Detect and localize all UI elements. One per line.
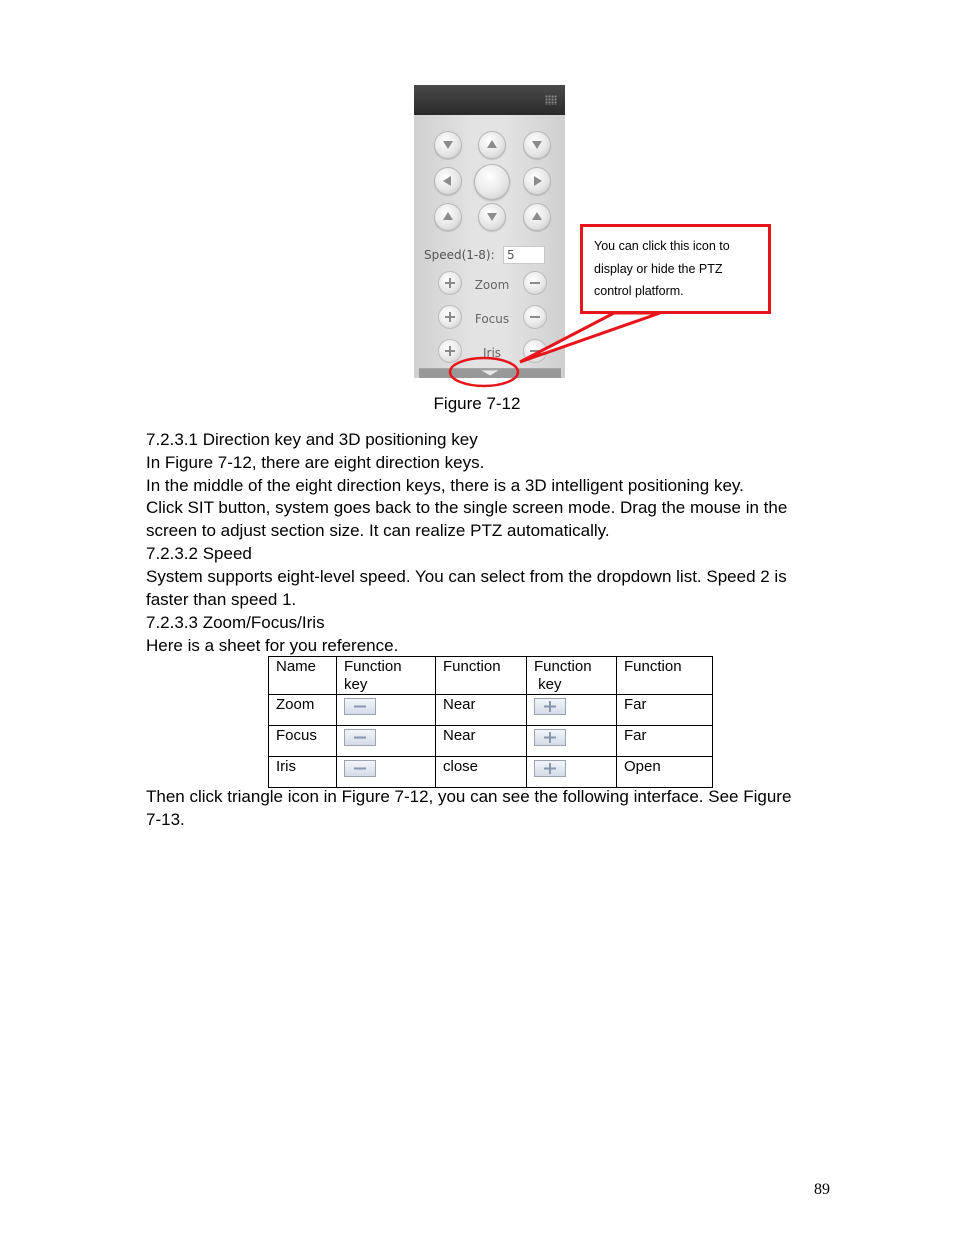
function-key-cell xyxy=(337,757,436,788)
right-arrow-icon[interactable] xyxy=(523,167,551,195)
callout-line: display or hide the PTZ xyxy=(594,261,723,276)
function-cell: Open xyxy=(617,757,713,788)
function-key-cell xyxy=(337,695,436,726)
function-cell: Far xyxy=(617,695,713,726)
name-cell: Iris xyxy=(269,757,337,788)
left-up-arrow-icon[interactable] xyxy=(434,131,462,159)
zoom-label: Zoom xyxy=(474,278,510,292)
table-row xyxy=(269,695,713,726)
function-key-cell xyxy=(527,757,617,788)
plus-key-icon xyxy=(534,760,566,777)
focus-label: Focus xyxy=(474,312,510,326)
speed-label: Speed(1-8): xyxy=(424,248,495,262)
header-text: Name xyxy=(276,658,317,675)
down-arrow-icon[interactable] xyxy=(478,203,506,231)
paragraph: Here is a sheet for you reference. xyxy=(146,636,399,655)
plus-key-icon xyxy=(534,729,566,746)
focus-minus-button[interactable] xyxy=(523,305,547,329)
callout-line: control platform. xyxy=(594,284,684,298)
zoom-minus-button[interactable] xyxy=(523,271,547,295)
left-arrow-icon[interactable] xyxy=(434,167,462,195)
reference-table xyxy=(268,656,713,788)
plus-key-icon xyxy=(534,698,566,715)
header-text: key xyxy=(534,676,562,693)
minus-key-icon xyxy=(344,760,376,777)
function-cell: Far xyxy=(617,726,713,757)
header-text: Function xyxy=(344,658,402,675)
figure-caption: Figure 7-12 xyxy=(433,394,521,413)
header-text: Function xyxy=(624,658,682,675)
header-text: Function xyxy=(534,658,592,675)
table-row xyxy=(269,726,713,757)
function-key-cell xyxy=(527,695,617,726)
header-text: Function xyxy=(443,658,501,675)
page-number: 89 xyxy=(814,1181,830,1198)
ptz-panel-header[interactable] xyxy=(414,85,565,115)
name-cell: Zoom xyxy=(269,695,337,726)
table-header-row xyxy=(269,657,713,695)
triangle-toggle-icon[interactable] xyxy=(476,368,504,377)
left-down-arrow-icon[interactable] xyxy=(434,203,462,231)
name-cell: Focus xyxy=(269,726,337,757)
header-cell xyxy=(617,657,713,695)
section-heading: 7.2.3.3 Zoom/Focus/Iris xyxy=(146,613,325,632)
iris-plus-button[interactable] xyxy=(438,339,462,363)
function-cell: Near xyxy=(436,726,527,757)
ptz-control-panel xyxy=(414,85,565,378)
minus-icon xyxy=(528,344,542,358)
paragraph-line: screen to adjust section size. It can realize PTZ automatically. xyxy=(146,521,610,540)
header-cell xyxy=(337,657,436,695)
header-cell xyxy=(527,657,617,695)
header-cell xyxy=(269,657,337,695)
function-key-cell xyxy=(527,726,617,757)
grip-icon[interactable] xyxy=(545,95,557,105)
paragraph: In the middle of the eight direction keys, there is a 3D intelligent positioning key. xyxy=(146,476,744,495)
iris-minus-button[interactable] xyxy=(523,339,547,363)
paragraph-line: System supports eight-level speed. You can select from the dropdown list. Speed 2 is xyxy=(146,567,787,586)
plus-icon xyxy=(443,276,457,290)
paragraph: In Figure 7-12, there are eight direction keys. xyxy=(146,453,485,472)
zoom-plus-button[interactable] xyxy=(438,271,462,295)
right-down-arrow-icon[interactable] xyxy=(523,203,551,231)
iris-label: Iris xyxy=(482,346,502,360)
function-cell: close xyxy=(436,757,527,788)
plus-icon xyxy=(443,310,457,324)
header-cell xyxy=(436,657,527,695)
function-key-cell xyxy=(337,726,436,757)
plus-icon xyxy=(443,344,457,358)
paragraph-line: faster than speed 1. xyxy=(146,590,297,609)
minus-icon xyxy=(528,276,542,290)
callout-line: You can click this icon to xyxy=(594,239,730,253)
section-heading: 7.2.3.1 Direction key and 3D positioning key xyxy=(146,430,478,449)
minus-key-icon xyxy=(344,729,376,746)
right-up-arrow-icon[interactable] xyxy=(523,131,551,159)
up-arrow-icon[interactable] xyxy=(478,131,506,159)
paragraph-line: Then click triangle icon in Figure 7-12, you can see the following interface. See Figure xyxy=(146,787,792,806)
minus-key-icon xyxy=(344,698,376,715)
paragraph-line: 7-13. xyxy=(146,810,185,829)
callout-box xyxy=(580,224,771,314)
section-heading: 7.2.3.2 Speed xyxy=(146,544,252,563)
speed-select[interactable]: 5 xyxy=(503,246,545,264)
minus-icon xyxy=(528,310,542,324)
paragraph-line: Click SIT button, system goes back to the single screen mode. Drag the mouse in the xyxy=(146,498,788,517)
table-row xyxy=(269,757,713,788)
header-text: key xyxy=(344,676,368,693)
3d-positioning-button[interactable] xyxy=(474,164,510,200)
function-cell: Near xyxy=(436,695,527,726)
focus-plus-button[interactable] xyxy=(438,305,462,329)
